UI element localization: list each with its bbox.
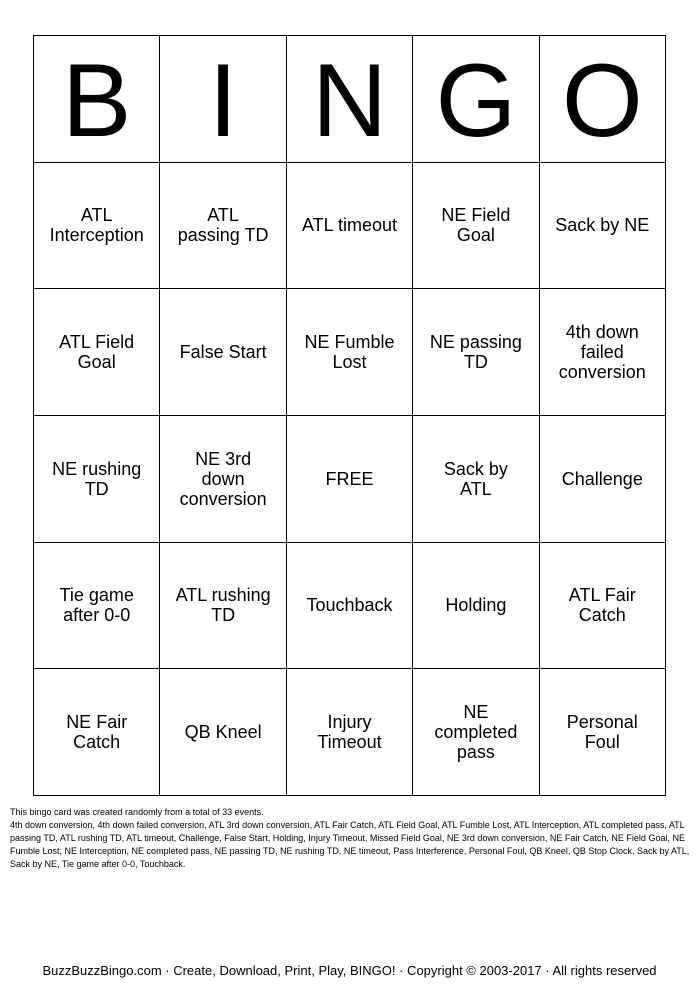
bingo-square: NE Field Goal <box>413 163 539 290</box>
bingo-square: Holding <box>413 543 539 670</box>
site-footer: BuzzBuzzBingo.com · Create, Download, Print, Play, BINGO! · Copyright © 2003-2017 · All rights reserved <box>42 963 657 978</box>
bingo-square: NE Fumble Lost <box>287 289 413 416</box>
bingo-square: Challenge <box>540 416 666 543</box>
card-info-events: 4th down conversion, 4th down failed conversion, ATL 3rd down conversion, ATL Fair Catch, ATL Field Goal, ATL Fumble Lost, ATL Interception, ATL completed pass, ATL passing TD, ATL rushing TD, ATL timeout, Challenge, False Start, Holding, Injury Timeout, Missed Field Goal, NE 3rd down conversion, NE Fair Catch, NE Field Goal, NE Fumble Lost, NE Interception, NE completed pass, NE passing TD, NE rushing TD, NE timeout, Pass Interference, Personal Foul, QB Kneel, QB Stop Clock, Sack by ATL, Sack by NE, Tie game after 0-0, Touchback. <box>10 820 690 869</box>
header-letter-i: I <box>160 36 286 163</box>
bingo-square: Sack by ATL <box>413 416 539 543</box>
bingo-square: NE rushing TD <box>34 416 160 543</box>
bingo-square: NE passing TD <box>413 289 539 416</box>
bingo-square: ATL Field Goal <box>34 289 160 416</box>
bingo-square: ATL Fair Catch <box>540 543 666 670</box>
header-letter-o: O <box>540 36 666 163</box>
bingo-square: ATL Interception <box>34 163 160 290</box>
bingo-square: NE 3rd down conversion <box>160 416 286 543</box>
bingo-square: ATL rushing TD <box>160 543 286 670</box>
bingo-square: ATL timeout <box>287 163 413 290</box>
bingo-square: NE Fair Catch <box>34 669 160 796</box>
header-letter-b: B <box>34 36 160 163</box>
bingo-square: Injury Timeout <box>287 669 413 796</box>
bingo-square: Sack by NE <box>540 163 666 290</box>
header-letter-g: G <box>413 36 539 163</box>
header-letter-n: N <box>287 36 413 163</box>
bingo-square: ATL passing TD <box>160 163 286 290</box>
card-info <box>10 806 690 871</box>
bingo-square: Touchback <box>287 543 413 670</box>
bingo-card <box>33 35 666 796</box>
bingo-square: Tie game after 0-0 <box>34 543 160 670</box>
bingo-square: NE completed pass <box>413 669 539 796</box>
bingo-square: Personal Foul <box>540 669 666 796</box>
card-info-intro: This bingo card was created randomly from a total of 33 events. <box>10 807 264 817</box>
bingo-free-square: FREE <box>287 416 413 543</box>
bingo-square: QB Kneel <box>160 669 286 796</box>
bingo-square: False Start <box>160 289 286 416</box>
bingo-square: 4th down failed conversion <box>540 289 666 416</box>
